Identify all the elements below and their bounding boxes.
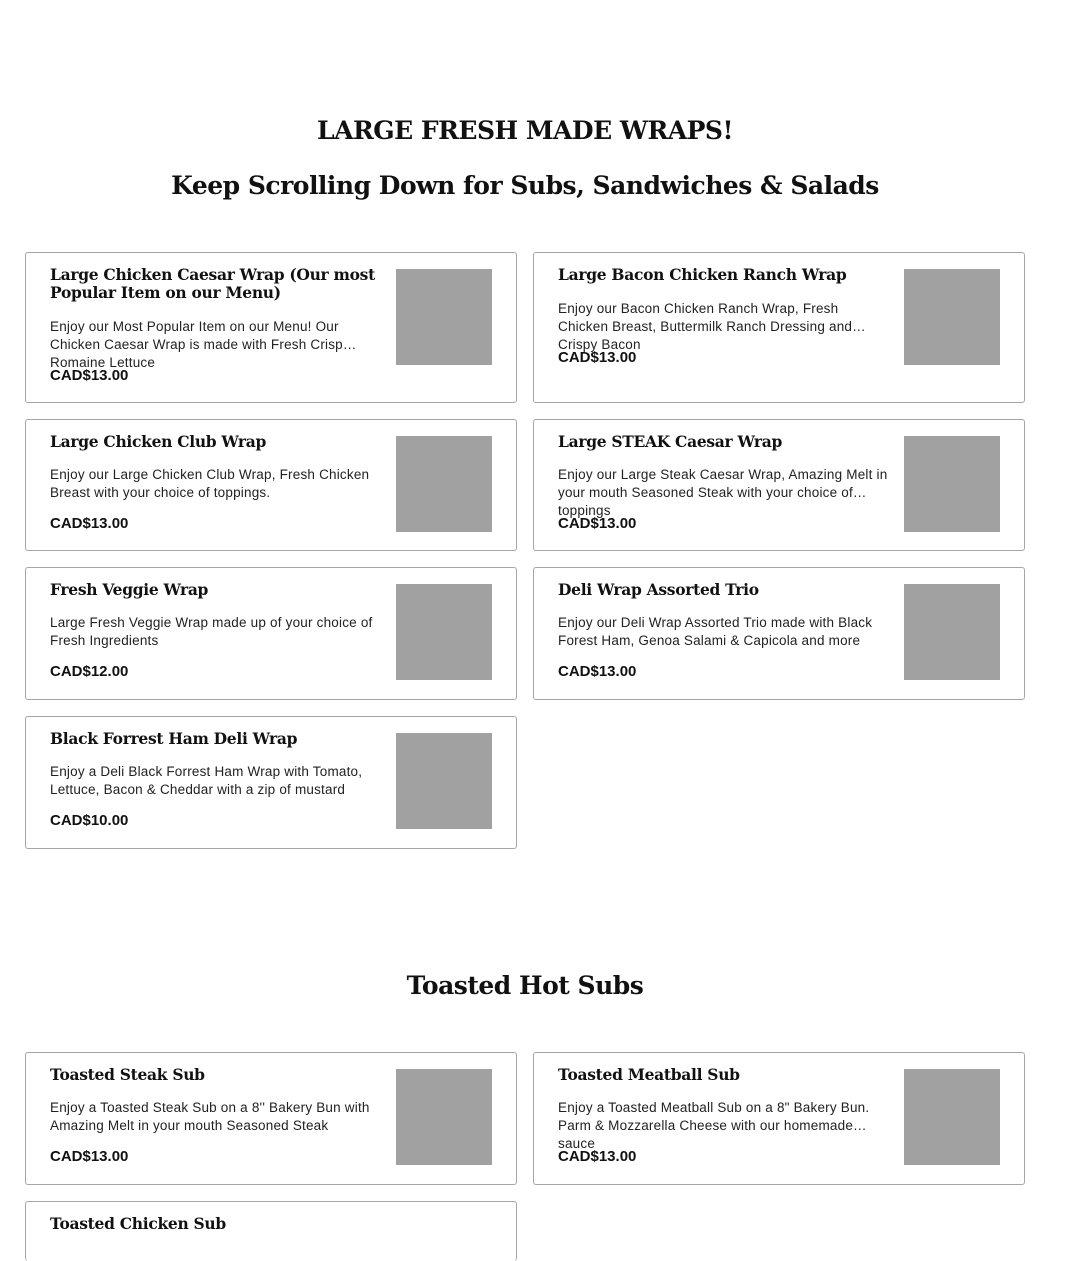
menu-item-card[interactable] [25, 419, 517, 551]
menu-item-name: Large Bacon Chicken Ranch Wrap [558, 265, 847, 284]
menu-item-price: CAD$13.00 [50, 515, 129, 532]
menu-item-card[interactable] [25, 252, 517, 403]
menu-item-name: Fresh Veggie Wrap [50, 580, 209, 599]
menu-item-card[interactable] [25, 1052, 517, 1185]
menu-item-price: CAD$13.00 [558, 349, 637, 366]
menu-item-description: Enjoy a Toasted Meatball Sub on a 8" Bakery Bun. Parm & Mozzarella Cheese with our homemade sauce [558, 1100, 870, 1151]
menu-item-image [396, 1069, 492, 1165]
menu-item-image [904, 584, 1000, 680]
menu-item-image [396, 733, 492, 829]
menu-item-card[interactable] [25, 1201, 517, 1261]
menu-item-description: Enjoy our Most Popular Item on our Menu! Our Chicken Caesar Wrap is made with Fresh Crisp Romaine Lettuce [50, 319, 343, 370]
menu-item-name: Toasted Steak Sub [50, 1065, 205, 1084]
menu-item-card[interactable] [533, 567, 1025, 700]
menu-item-description: Enjoy our Bacon Chicken Ranch Wrap, Fresh Chicken Breast, Buttermilk Ranch Dressing and Crispy Bacon [558, 301, 853, 352]
menu-item-price: CAD$13.00 [50, 367, 129, 384]
menu-item-price: CAD$13.00 [50, 1148, 129, 1165]
menu-item-image [396, 436, 492, 532]
menu-item-name: Large STEAK Caesar Wrap [558, 432, 783, 451]
menu-item-price: CAD$10.00 [50, 812, 129, 829]
section-title-subs: Toasted Hot Subs [406, 971, 644, 1000]
section-title-wraps: LARGE FRESH MADE WRAPS! [317, 116, 733, 145]
menu-item-description: Enjoy a Deli Black Forrest Ham Wrap with Tomato, Lettuce, Bacon & Cheddar with a zip of mustard [50, 764, 363, 797]
menu-item-price: CAD$13.00 [558, 515, 637, 532]
menu-item-card[interactable] [25, 716, 517, 849]
menu-item-description: Enjoy our Large Chicken Club Wrap, Fresh Chicken Breast with your choice of toppings. [50, 467, 370, 500]
menu-item-name: Large Chicken Club Wrap [50, 432, 266, 451]
menu-item-name: Deli Wrap Assorted Trio [558, 580, 759, 599]
menu-item-description: Large Fresh Veggie Wrap made up of your choice of Fresh Ingredients [50, 615, 373, 648]
menu-item-name: Large Chicken Caesar Wrap (Our most Popular Item on our Menu) [50, 265, 375, 302]
menu-item-name: Toasted Meatball Sub [558, 1065, 740, 1084]
section-subtitle-wraps: Keep Scrolling Down for Subs, Sandwiches & Salads [171, 171, 879, 200]
menu-item-name: Black Forrest Ham Deli Wrap [50, 729, 298, 748]
menu-item-image [904, 269, 1000, 365]
menu-item-description: Enjoy our Large Steak Caesar Wrap, Amazing Melt in your mouth Seasoned Steak with your choice of toppings [558, 467, 888, 518]
menu-item-description: Enjoy a Toasted Steak Sub on a 8'' Bakery Bun with Amazing Melt in your mouth Seasoned Steak [50, 1100, 370, 1133]
menu-item-price: CAD$12.00 [50, 663, 129, 680]
menu-item-image [396, 584, 492, 680]
menu-item-card[interactable] [533, 419, 1025, 551]
menu-item-card[interactable] [25, 567, 517, 700]
menu-item-name: Toasted Chicken Sub [50, 1214, 226, 1233]
menu-item-card[interactable] [533, 252, 1025, 403]
menu-item-price: CAD$13.00 [558, 1148, 637, 1165]
menu-item-description: Enjoy our Deli Wrap Assorted Trio made with Black Forest Ham, Genoa Salami & Capicola and more [558, 615, 873, 648]
menu-item-image [904, 436, 1000, 532]
menu-item-image [396, 269, 492, 365]
menu-item-image [904, 1069, 1000, 1165]
menu-item-card[interactable] [533, 1052, 1025, 1185]
menu-item-price: CAD$13.00 [558, 663, 637, 680]
